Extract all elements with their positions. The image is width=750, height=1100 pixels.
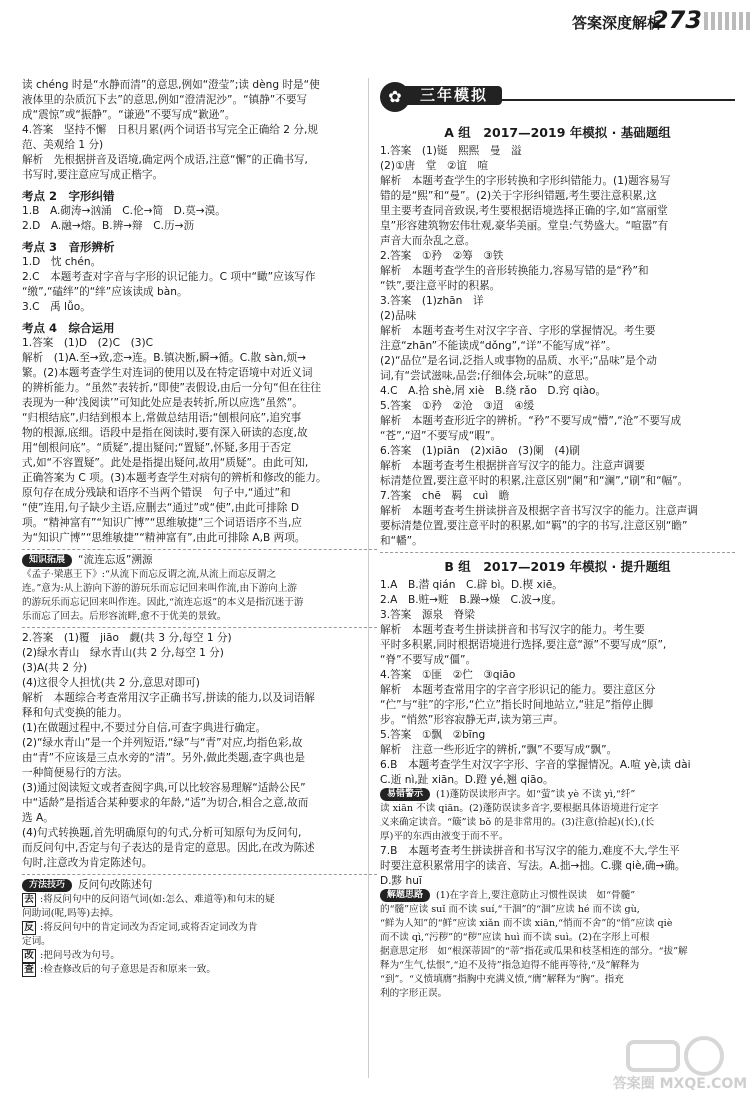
- knowledge-line: 乐而忘了回去。后形容流畔,愈不于优美的景致。: [22, 611, 227, 622]
- answer-line: C.逝 nì,趾 xiān。D.蹬 yé,翘 qiāo。: [380, 774, 554, 786]
- easy-warning-line: 义来确定读音。“簸”读 bǒ 的是非常用的。(3)注意(拾起)(长),(长: [380, 817, 655, 828]
- answer-line: (2)①唐 堂 ②谊 喧: [380, 160, 489, 172]
- banner-title: 三年模拟: [404, 86, 502, 105]
- answer-line: 4.C A.拾 shè,屑 xiè B.绕 rǎo D.窍 qiào。: [380, 385, 607, 397]
- answer-line: 2.答案 (1)覆 jiāo 觑(共 3 分,每空 1 分): [22, 632, 232, 644]
- answer-line: 为“知识广博”“思维敏捷”“精神富有”,由此可排除 A,B 两项。: [22, 532, 306, 544]
- answer-line: 用“刨根问底”。“质疑”,提出疑问;“置疑”,怀疑,多用于否定: [22, 442, 292, 454]
- answer-line: 1.答案 (1)铤 熙熙 曼 溢: [380, 145, 522, 157]
- method-box-title: 反问句改陈述句: [78, 879, 153, 891]
- page-header: [0, 0, 750, 42]
- answer-line: 繁。(2)本题考查学生对连词的使用以及在特定语境中对近义词: [22, 367, 313, 379]
- solution-idea-line: 而不读 qì,“污秽”的“秽”应读 huì 而不读 suì。(2)在字形上可根: [380, 932, 650, 943]
- answer-line: 4.答案 ①匪 ②伫 ③qiāo: [380, 669, 516, 681]
- answer-line: (4)这很令人担忧(共 2 分,意思对即可): [22, 677, 200, 689]
- answer-line: 错的是“熙”和“曼”。(2)关于字形纠错题,考生要注意积累,这: [380, 190, 657, 202]
- answer-line: (2)“品位”是名词,泛指人或事物的品质、水平;“品味”是个动: [380, 355, 657, 367]
- answer-line: 一种简便易行的方法。: [22, 767, 128, 779]
- solution-idea-line: “到”。“义愤填膺”指胸中充满义愤,“膺”解释为“胸”。指充: [380, 974, 624, 985]
- answer-line: 而反问句中,否定与句子表达的是肯定的意思。因此,在改为陈述: [22, 842, 315, 854]
- method-text: :检查修改后的句子意思是否和原来一致。: [40, 964, 216, 975]
- section-heading-kd2: 考点 2 字形纠错: [22, 189, 115, 203]
- method-key: 反: [22, 921, 36, 935]
- knowledge-line: 的游玩乐而忘记回来叫作连。因此,“流连忘返”的本义是指沉迷于游: [22, 597, 304, 608]
- answer-line: 句时,注意改为肯定陈述句。: [22, 857, 153, 869]
- answer-line: (1)在做题过程中,不要过分自信,可查字典进行确定。: [22, 722, 267, 734]
- answer-line: 解析 本题考查学生的字形转换和字形纠错能力。(1)题容易写: [380, 175, 671, 187]
- answer-line: 3.C 禹 lǚo。: [22, 301, 91, 313]
- answer-line: 解析 (1)A.至→致,恋→连。B.镇决断,瞬→循。C.散 sàn,烦→: [22, 352, 307, 364]
- answer-line: 词,有“尝试滋味,品尝;仔细体会,玩味”的意思。: [380, 370, 596, 382]
- answer-line: (3)A(共 2 分): [22, 662, 88, 674]
- banner-rule: [500, 99, 735, 101]
- solution-idea-line: 的“髓”应读 suǐ 而不读 suí,“干涸”的“涸”应读 hé 而不读 gù,: [380, 904, 640, 915]
- answer-line: 范、美观给 1 分): [22, 139, 104, 151]
- knowledge-box-badge: 知识拓展: [22, 554, 72, 567]
- method-text: :把问号改为句号。: [40, 950, 120, 961]
- answer-line: 里主要考查同音致误,考生要根据语境选择正确的字,如“富丽堂: [380, 205, 668, 217]
- answer-line: 要标清楚位置,要注意平时的积累,如“羁”的字的书写,注意区别“瞻”: [380, 520, 688, 532]
- method-item: [22, 893, 377, 907]
- method-item: [22, 949, 377, 963]
- easy-warning-badge: 易错警示: [380, 788, 430, 801]
- answer-line: 3.答案 (1)zhān 详: [380, 295, 484, 307]
- easy-warning: [380, 788, 735, 802]
- answer-line: 1.B A.砌涛→汹涌 C.伦→简 D.莫→漠。: [22, 205, 226, 217]
- answer-line: 6.B 本题考查学生对汉字字形、字音的掌握情况。A.喧 yè,读 dài: [380, 759, 691, 771]
- method-text: 问助词(呢,吗等)去掉。: [22, 908, 119, 919]
- left-column: [22, 78, 377, 977]
- easy-warning-line: 厚)平的东西由液变于而不平。: [380, 831, 509, 842]
- knowledge-box-title: “流连忘返”溯源: [78, 554, 153, 566]
- answer-line: 5.答案 ①矜 ②沧 ③迢 ④缓: [380, 400, 535, 412]
- answer-line: 声音大而杂乱之意。: [380, 235, 476, 247]
- answer-line: (4)句式转换题,首先明确原句的句式,分析可知原句为反问句,: [22, 827, 302, 839]
- solution-idea-badge: 解题思路: [380, 889, 430, 902]
- method-item: [22, 963, 377, 977]
- easy-warning-line: (1)蓬防误读形声字。如“萤”读 yè 不读 yì,“纤”: [436, 789, 636, 800]
- answer-line: 中“适龄”是指适合某种要求的年龄,“适”为切合,相合之意,故而: [22, 797, 309, 809]
- answer-line: “苍”,“迢”不要写成“暇”。: [380, 430, 502, 442]
- answer-line: 7.B 本题考查考生拼读拼音和书写汉字的能力,难度不大,学生平: [380, 845, 680, 857]
- answer-line: 3.答案 源泉 脊梁: [380, 609, 475, 621]
- group-b-title: B 组 2017—2019 年模拟 · 提升题组: [444, 559, 671, 574]
- answer-line: 表现为一种‘浅阅读’”可知此处应是表转折,所以应选“虽然”。: [22, 397, 303, 409]
- answer-line: 由“青”不应该是三点水旁的“清”。另外,做此类题,查字典也是: [22, 752, 305, 764]
- dashed-separator: [22, 627, 377, 628]
- answer-line: 平时多积累,同时根据语境进行选择,要注意“源”不要写成“原”,: [380, 639, 667, 651]
- header-decoration: [704, 12, 750, 30]
- answer-line: (3)通过阅读短文或者查阅字典,可以比较容易理解“适龄公民”: [22, 782, 306, 794]
- answer-line: 7.答案 chē 羁 cuì 瞻: [380, 490, 510, 502]
- solution-idea-line: 利的字形正误。: [380, 988, 448, 999]
- answer-line: 2.D A.融→熔。B.辨→辩 C.历→沥: [22, 220, 195, 232]
- column-divider: [368, 78, 369, 1078]
- answer-line: 2.答案 ①矜 ②筹 ③铁: [380, 250, 504, 262]
- answer-line: 标清楚位置,要注意平时的积累,注意区别“阑”和“澜”,“刷”和“幅”。: [380, 475, 689, 487]
- method-item: [22, 921, 377, 935]
- answer-line: 解析 本题考查学生的音形转换能力,容易写错的是“矜”和: [380, 265, 649, 277]
- method-item: [22, 935, 377, 949]
- solution-idea-line: (1)在字音上,要注意防止习惯性误读 如“骨髓”: [436, 890, 636, 901]
- answer-line: 原句存在成分残缺和语序不当两个错误 句子中,“通过”和: [22, 487, 291, 499]
- solution-idea-line: 释为“生气,怯恨”,“迫不及待”指急迫得不能再等待,“及”解释为: [380, 960, 640, 971]
- answer-line: 解析 注意一些形近字的辨析,“飘”不要写成“飘”。: [380, 744, 618, 756]
- dashed-separator: [380, 552, 735, 553]
- answer-line: 和“幡”。: [380, 535, 423, 547]
- answer-line: 时要注意积累常用字的读音、写法。A.拙→拙。C.骤 qiè,确→确。: [380, 860, 686, 872]
- answer-line: 的辨析能力。“虽然”表转折,“即使”表假设,由后一分句“但在往往: [22, 382, 322, 394]
- answer-line: 2.C 本题考查对字音与字形的识记能力。C 项中“瞰”应该写作: [22, 271, 316, 283]
- answer-line: 皇”形容建筑物宏伟壮观,豪华美丽。堂皇:气势盛大。“喧嚣”有: [380, 220, 669, 232]
- right-column: [380, 78, 735, 1001]
- answer-line: 1.A B.潜 qián C.辟 bì。D.楔 xiē。: [380, 579, 563, 591]
- answer-line: 解析 本题考查考生拼读拼音和书写汉字的能力。考生要: [380, 624, 645, 636]
- solution-idea-line: 据意思定形 如“根深蒂固”的“蒂”指花或瓜果和枝茎相连的部分。“拔”解: [380, 946, 688, 957]
- method-box-badge: 方法技巧: [22, 879, 72, 892]
- answer-line: 解析 本题考查考生对汉字字音、字形的掌握情况。考生要: [380, 325, 656, 337]
- method-key: 改: [22, 949, 36, 963]
- answer-line: 成“震惊”或“振静”。“谦逊”不要写成“歉逊”。: [22, 109, 236, 121]
- answer-line: 物的根源,底细。语段中是指在阅读时,要有深入研读的态度,故: [22, 427, 308, 439]
- answer-line: 1.D 忱 chén。: [22, 256, 102, 268]
- answer-line: 式,如“不容置疑”。此处是指提出疑问,故用“质疑”。由此可知,: [22, 457, 309, 469]
- section-heading-kd3: 考点 3 音形辨析: [22, 240, 115, 254]
- answer-line: “脊”不要写成“僵”。: [380, 654, 477, 666]
- watermark-text: 答案圈 MXQE.COM: [612, 1076, 748, 1092]
- answer-line: 解析 本题综合考查常用汉字正确书写,拼读的能力,以及词语解: [22, 692, 315, 704]
- answer-line: 选 A。: [22, 812, 54, 824]
- header-title: 答案深度解析: [571, 14, 662, 32]
- method-text: :将反问句中的反问语气词(如:怎么、难道等)和句末的疑: [40, 894, 275, 905]
- answer-line: “归根结底”,归结到根本上,常做总结用语;“刨根问底”,追究事: [22, 412, 302, 424]
- dashed-separator: [22, 874, 377, 875]
- answer-line: 液体里的杂质沉下去”的意思,例如“澄清泥沙”。“镇静”不要写: [22, 94, 308, 106]
- answer-line: 解析 先根据拼音及语境,确定两个成语,注意“懈”的正确书写,: [22, 154, 308, 166]
- answer-line: 正确答案为 C 项。(3)本题考查学生对病句的辨析和修改的能力。: [22, 472, 327, 484]
- method-item: [22, 907, 377, 921]
- answer-line: 6.答案 (1)piān (2)xiāo (3)阑 (4)刷: [380, 445, 580, 457]
- answer-line: 4.答案 坚持不懈 日积月累(两个词语书写完全正确给 2 分,规: [22, 124, 318, 136]
- answer-line: 书写时,要注意应写成正楷字。: [22, 169, 164, 181]
- method-key: 去: [22, 893, 36, 907]
- answer-line: 步。“悄然”形容寂静无声,读为第三声。: [380, 714, 564, 726]
- knowledge-box: [22, 553, 377, 568]
- method-box: [22, 878, 377, 893]
- answer-line: “缴”,“磕绊”的“绊”应该读成 bàn。: [22, 286, 188, 298]
- answer-line: 5.答案 ①飘 ②bīng: [380, 729, 486, 741]
- answer-line: “伫”与“驻”的字形,“伫立”指长时间地站立,“驻足”指停止脚: [380, 699, 654, 711]
- answer-line: 释和句式变换的能力。: [22, 707, 128, 719]
- section-banner: [380, 78, 735, 118]
- solution-idea: [380, 889, 735, 903]
- answer-line: (2)品味: [380, 310, 417, 322]
- answer-line: “使”连用,句子缺少主语,应删去“通过”或“使”,由此可排除 D: [22, 502, 300, 514]
- method-text: :将反问句中的肯定词改为否定词,或将否定词改为肯: [40, 922, 258, 933]
- answer-line: 2.A B.赃→赃 B.躁→燥 C.波→度。: [380, 594, 562, 606]
- section-heading-kd4: 考点 4 综合运用: [22, 321, 115, 335]
- solution-idea-line: “鲜为人知”的“鲜”应读 xiǎn 而不读 xiān,“悄而不舍”的“悄”应读 qiè: [380, 918, 673, 929]
- page-number: 273: [651, 6, 702, 34]
- answer-line: 解析 本题考查形近字的辨析。“矜”不要写成“懵”,“沧”不要写成: [380, 415, 682, 427]
- banner-logo-icon: ✿: [380, 82, 410, 112]
- answer-line: (2)绿水青山 绿水青山(共 2 分,每空 1 分): [22, 647, 224, 659]
- easy-warning-line: 读 xiān 不读 qiān。(2)蓬防误读多音字,要根据具体语境进行定字: [380, 803, 659, 814]
- knowledge-line: 《孟子·梁惠王下》:“从流下而忘反谓之流,从流上而忘反谓之: [22, 569, 277, 580]
- answer-line: (2)“绿水青山”是一个并列短语,“绿”与“青”对应,均指色彩,故: [22, 737, 303, 749]
- answer-line: 解析 本题考查常用字的字音字形识记的能力。要注意区分: [380, 684, 656, 696]
- dashed-separator: [22, 549, 377, 550]
- answer-line: 1.答案 (1)D (2)C (3)C: [22, 337, 154, 349]
- method-key: 查: [22, 963, 36, 977]
- answer-line: 解析 本题考查考生拼读拼音及根据字音书写汉字的能力。注意声调: [380, 505, 698, 517]
- answer-line: 解析 本题考查考生根据拼音写汉字的能力。注意声调要: [380, 460, 645, 472]
- group-a-title: A 组 2017—2019 年模拟 · 基础题组: [444, 125, 671, 140]
- answer-line: D.黟 huī: [380, 875, 422, 887]
- answer-line: 读 chéng 时是“水静而清”的意思,例如“澄莹”;读 dèng 时是“使: [22, 79, 320, 91]
- knowledge-line: 连。”意为:从上游向下游的游玩乐而忘记回来叫作流,由下游向上游: [22, 583, 298, 594]
- method-text: 定词。: [22, 936, 51, 947]
- answer-line: 项。“精神富有”“知识广博”“思维敏捷”三个词语语序不当,应: [22, 517, 302, 529]
- answer-line: 注意“zhān”不能读成“dǒng”,“详”不能写成“祥”。: [380, 340, 617, 352]
- watermark-logo: [612, 1034, 748, 1094]
- answer-line: “铁”,要注意平时的积累。: [380, 280, 501, 292]
